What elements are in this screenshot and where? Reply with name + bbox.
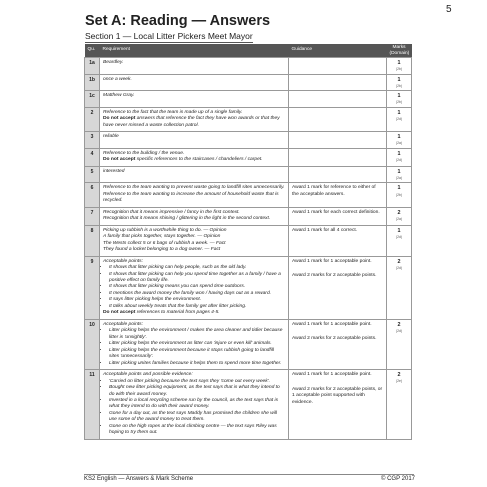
header-marks-label: Marks <box>392 45 406 51</box>
question-number: 8 <box>85 225 100 256</box>
requirement-cell <box>100 107 289 131</box>
footer-divider <box>84 474 414 475</box>
guidance-cell <box>289 225 387 256</box>
requirement-line: Picking up rubbish is a worthwhile thing to do. — Opinion <box>103 227 227 233</box>
guidance-cell <box>289 319 387 369</box>
guidance-cell <box>289 107 387 131</box>
domain-code: (2e) <box>395 379 403 384</box>
domain-code: (2a) <box>395 216 403 221</box>
marks-value: 1 <box>397 227 401 234</box>
table-header-row <box>85 44 412 58</box>
do-not-accept-note <box>103 116 285 129</box>
do-not-accept-note <box>103 157 285 163</box>
acceptable-heading: Acceptable points: <box>103 321 143 327</box>
requirement-cell <box>100 225 289 256</box>
marks-value: 1 <box>397 76 401 83</box>
marks-cell <box>387 91 412 108</box>
domain-code: (2d) <box>395 116 403 121</box>
bullet-point: • Litter picking helps the environment because it stops rubbish going to landfill sites 'unnecessarily'. <box>109 348 285 361</box>
question-number: 1c <box>85 91 100 108</box>
bullet-point: • It shows that litter picking can help people, such as the old lady. <box>109 265 285 271</box>
requirement-cell <box>100 166 289 183</box>
marks-cell <box>387 183 412 207</box>
requirement-line: once a week. <box>103 76 132 82</box>
do-not-accept-text: answers that reference the fact they have won awards or that they have never missed a waste collection patrol. <box>103 116 280 128</box>
bullet-point: • Gone for a day out, as the text says Maddy has promised the children she will use some of the award money to treat them. <box>109 411 285 424</box>
question-number: 3 <box>85 132 100 149</box>
requirement-cell <box>100 74 289 91</box>
bullet-list <box>103 265 285 310</box>
guidance-cell <box>289 207 387 225</box>
do-not-accept-label: Do not accept <box>103 310 136 316</box>
requirement-cell <box>100 148 289 166</box>
domain-code: (2a) <box>395 175 403 180</box>
guidance-cell <box>289 91 387 108</box>
question-number: 1a <box>85 58 100 75</box>
marks-cell <box>387 166 412 183</box>
marks-cell <box>387 58 412 75</box>
header-question: Qu. <box>85 44 100 58</box>
table-row <box>85 74 412 91</box>
guidance-line: Award 2 marks for 2 acceptable points. <box>292 273 377 279</box>
header-guidance: Guidance <box>289 44 387 58</box>
question-number: 4 <box>85 148 100 166</box>
guidance-cell <box>289 74 387 91</box>
marks-cell <box>387 370 412 440</box>
bullet-point: • Gone on the high ropes at the local climbing centre — the text says Riley was hoping to try them out. <box>109 424 285 437</box>
marks-cell <box>387 207 412 225</box>
do-not-accept-label: Do not accept <box>103 116 136 122</box>
question-number: 9 <box>85 256 100 319</box>
bullet-point: • Bought new litter picking equipment, as the text says that is what they intend to do with their award money. <box>109 385 285 398</box>
domain-code: (2b) <box>395 67 403 72</box>
requirement-cell <box>100 319 289 369</box>
requirement-line: They found a locket belonging to a dog owner. — Fact <box>103 247 221 253</box>
table-row <box>85 132 412 149</box>
question-number: 11 <box>85 370 100 440</box>
marks-cell <box>387 107 412 131</box>
bullet-point: • It shows that litter picking means you can spend time outdoors. <box>109 284 285 290</box>
marks-value: 1 <box>397 168 401 175</box>
do-not-accept-text: references to material from pages 4-5. <box>135 310 220 316</box>
question-number: 5 <box>85 166 100 183</box>
marks-cell <box>387 319 412 369</box>
marks-value: 2 <box>397 209 401 216</box>
requirement-line: Reference to the fact that the team is made up of a single family. <box>103 109 243 115</box>
guidance-cell <box>289 58 387 75</box>
question-number: 1b <box>85 74 100 91</box>
marks-value: 1 <box>397 60 401 66</box>
marks-value: 2 <box>397 372 401 379</box>
requirement-line: interested <box>103 168 125 174</box>
guidance-cell <box>289 166 387 183</box>
requirement-cell <box>100 183 289 207</box>
requirement-cell <box>100 256 289 319</box>
requirement-line: Reference to the building / the venue. <box>103 150 185 156</box>
page-number: 5 <box>446 4 452 15</box>
table-row <box>85 166 412 183</box>
requirement-line: Recognition that it means impressive / fancy in the first context. <box>103 209 240 215</box>
table-row <box>85 58 412 75</box>
header-requirement: Requirement <box>100 44 289 58</box>
header-domain-label: (Domain) <box>389 50 410 56</box>
table-row <box>85 370 412 440</box>
question-number: 7 <box>85 207 100 225</box>
do-not-accept-text: specific references to the staircases / chandeliers / carpet. <box>135 157 263 163</box>
bullet-point: • Invested in a local recycling scheme run by the council, as the text says that is what they intend to do with their award money. <box>109 398 285 411</box>
table-row <box>85 148 412 166</box>
requirement-line: A family that picks together, stays together. — Opinion <box>103 234 221 240</box>
domain-code: (2a) <box>395 141 403 146</box>
section-heading: Section 1 — Local Litter Pickers Meet Mayor <box>85 31 253 41</box>
question-number: 10 <box>85 319 100 369</box>
marks-value: 1 <box>397 150 401 157</box>
guidance-line: Award 1 mark for reference to either of the acceptable answers. <box>292 185 376 197</box>
guidance-line: Award 1 mark for 1 acceptable point. <box>292 321 372 327</box>
requirement-line: reliable <box>103 134 119 140</box>
marks-value: 1 <box>397 109 401 116</box>
guidance-line: Award 1 mark for 1 acceptable point. <box>292 258 372 264</box>
requirement-line: Reference to the team wanting to increase the amount of household waste that is recycled. <box>103 191 279 204</box>
header-marks <box>387 44 412 58</box>
marks-cell <box>387 225 412 256</box>
bullet-point: • It talks about weekly treats that the family get after litter picking. <box>109 304 285 310</box>
requirement-cell <box>100 132 289 149</box>
bullet-list <box>103 379 285 437</box>
bullet-point: • Litter picking unites families because it helps them to spend more time together. <box>109 361 285 367</box>
table-row <box>85 207 412 225</box>
requirement-line: Beardley. <box>103 60 124 65</box>
bullet-point: • Litter picking helps the environment as litter can 'injure or even kill' animals. <box>109 341 285 347</box>
domain-code: (2d) <box>395 234 403 239</box>
table-row <box>85 107 412 131</box>
guidance-line: Award 1 mark for all 4 correct. <box>292 227 358 233</box>
domain-code: (2d) <box>395 157 403 162</box>
requirement-line: Matthew Gray. <box>103 93 135 99</box>
marks-value: 2 <box>397 258 401 265</box>
bullet-point: • 'Carried on litter picking because the text says they 'come out every week'. <box>109 379 285 385</box>
marks-cell <box>387 74 412 91</box>
domain-code: (2b) <box>395 192 403 197</box>
footer-copyright: © CGP 2017 <box>381 476 415 482</box>
guidance-cell <box>289 370 387 440</box>
marks-value: 1 <box>397 134 401 141</box>
marks-value: 2 <box>397 321 401 328</box>
guidance-cell <box>289 148 387 166</box>
question-number: 2 <box>85 107 100 131</box>
table-row <box>85 91 412 108</box>
requirement-cell <box>100 207 289 225</box>
requirement-line: The Wests collect 5 or 6 bags of rubbish a week. — Fact <box>103 240 226 246</box>
requirement-line: Reference to the team wanting to prevent waste going to landfill sites unnecessarily. <box>103 185 285 191</box>
answers-table <box>84 44 412 440</box>
requirement-cell <box>100 58 289 75</box>
domain-code: (2d) <box>395 328 403 333</box>
page-title: Set A: Reading — Answers <box>85 13 271 29</box>
question-number: 6 <box>85 183 100 207</box>
do-not-accept-note <box>103 310 285 316</box>
domain-code: (2d) <box>395 265 403 270</box>
domain-code: (2b) <box>395 100 403 105</box>
table-row <box>85 225 412 256</box>
marks-value: 1 <box>397 93 401 100</box>
footer-title: KS2 English — Answers & Mark Scheme <box>84 476 194 482</box>
table-row <box>85 183 412 207</box>
guidance-line: Award 1 mark for 1 acceptable point. <box>292 372 372 378</box>
bullet-point: • Litter picking helps the environment / makes the area cleaner and tidier because litter is 'unsightly'. <box>109 328 285 341</box>
requirement-line: Recognition that it means shining / glittering in the light in the second context. <box>103 216 271 222</box>
bullet-point: • It mentions the award money the family won / having days out as a reward. <box>109 291 285 297</box>
table-body <box>85 58 412 440</box>
guidance-line: Award 2 marks for 2 acceptable points. <box>292 336 377 342</box>
marks-cell <box>387 148 412 166</box>
guidance-cell <box>289 256 387 319</box>
domain-code: (2b) <box>395 83 403 88</box>
guidance-line: Award 1 mark for each correct definition. <box>292 209 380 215</box>
marks-value: 1 <box>397 185 401 192</box>
guidance-line: Award 2 marks for 2 acceptable points, or 1 acceptable point supported with evidence. <box>292 386 383 405</box>
bullet-point: • It says litter picking helps the environment. <box>109 297 285 303</box>
marks-cell <box>387 256 412 319</box>
requirement-cell <box>100 370 289 440</box>
guidance-cell <box>289 183 387 207</box>
do-not-accept-label: Do not accept <box>103 157 136 163</box>
marks-cell <box>387 132 412 149</box>
table-row <box>85 256 412 319</box>
table-row <box>85 319 412 369</box>
bullet-point: • It shows that litter picking can help you spend time together as a family / have a positive effect on family life. <box>109 272 285 285</box>
acceptable-heading: Acceptable points: <box>103 258 143 264</box>
bullet-list <box>103 328 285 367</box>
acceptable-heading: Acceptable points and possible evidence: <box>103 372 193 378</box>
guidance-cell <box>289 132 387 149</box>
requirement-cell <box>100 91 289 108</box>
